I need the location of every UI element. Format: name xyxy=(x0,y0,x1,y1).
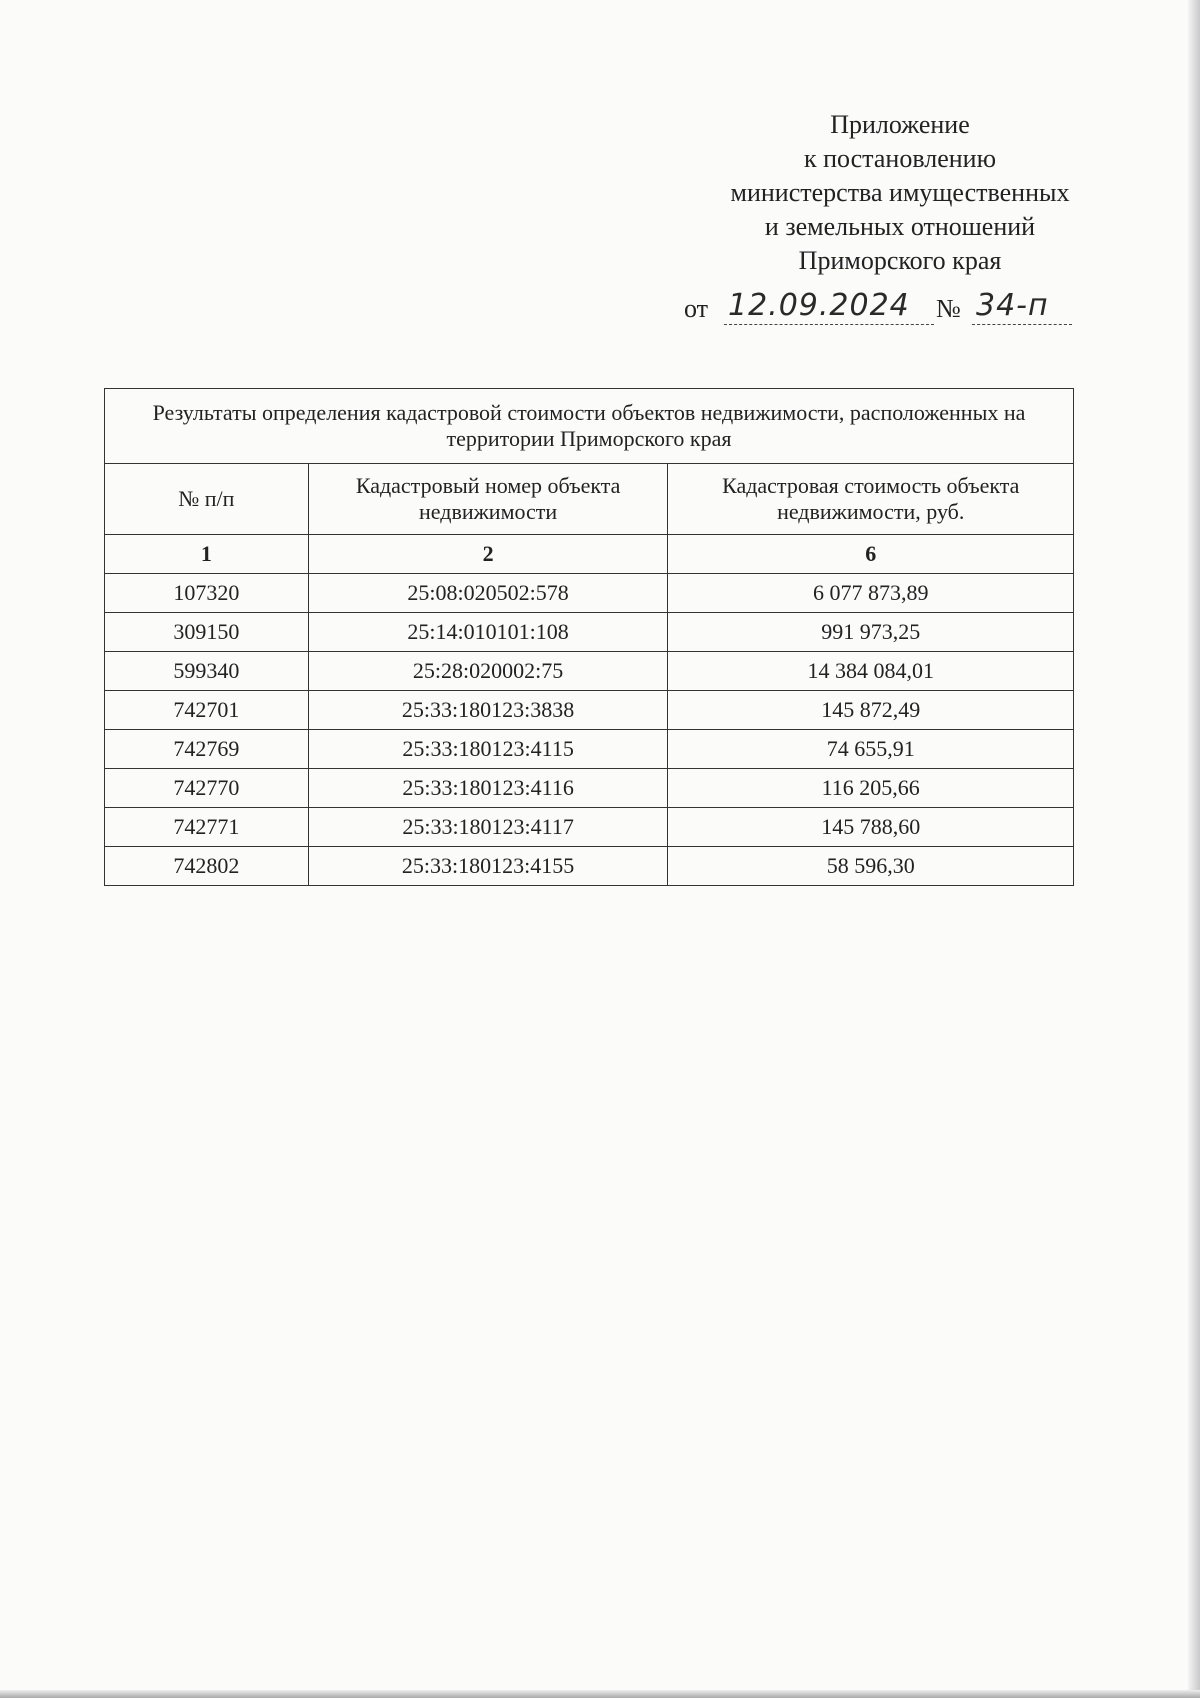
row-index: 309150 xyxy=(105,613,309,652)
table-row xyxy=(105,769,1074,808)
cadastral-number: 25:33:180123:4117 xyxy=(308,808,668,847)
cadastral-number: 25:33:180123:3838 xyxy=(308,691,668,730)
resolution-date-line xyxy=(684,288,1084,328)
row-index: 742769 xyxy=(105,730,309,769)
column-number: 6 xyxy=(668,535,1074,574)
table-row xyxy=(105,808,1074,847)
column-number-row xyxy=(105,535,1074,574)
date-prefix: от xyxy=(684,294,709,323)
row-index: 742771 xyxy=(105,808,309,847)
appendix-line: Приморского края xyxy=(798,246,1002,275)
number-label: № xyxy=(936,294,961,323)
cadastral-value: 58 596,30 xyxy=(668,847,1074,886)
row-index: 742802 xyxy=(105,847,309,886)
row-index: 599340 xyxy=(105,652,309,691)
column-header: Кадастровый номер объекта недвижимости xyxy=(308,464,668,535)
cadastral-results-table xyxy=(104,388,1074,886)
cadastral-number: 25:14:010101:108 xyxy=(308,613,668,652)
column-number: 1 xyxy=(105,535,309,574)
row-index: 742770 xyxy=(105,769,309,808)
appendix-line: министерства имущественных xyxy=(730,178,1070,207)
handwritten-date: 12.09.2024 xyxy=(728,288,910,323)
date-underline xyxy=(724,324,934,325)
appendix-line: и земельных отношений xyxy=(764,212,1036,241)
table-title-row xyxy=(105,389,1074,464)
cadastral-value: 6 077 873,89 xyxy=(668,574,1074,613)
table-row xyxy=(105,847,1074,886)
table-row xyxy=(105,652,1074,691)
scan-edge-bottom xyxy=(0,1690,1200,1698)
column-header: № п/п xyxy=(105,464,309,535)
handwritten-number: 34-п xyxy=(976,288,1049,323)
table-title: Результаты определения кадастровой стоимости объектов недвижимости, расположенных на территории Приморского края xyxy=(105,389,1074,464)
scan-edge-right xyxy=(1188,0,1200,1698)
cadastral-value: 145 788,60 xyxy=(668,808,1074,847)
cadastral-number: 25:28:020002:75 xyxy=(308,652,668,691)
column-header: Кадастровая стоимость объекта недвижимости, руб. xyxy=(668,464,1074,535)
cadastral-value: 14 384 084,01 xyxy=(668,652,1074,691)
number-underline xyxy=(972,324,1072,325)
table-row xyxy=(105,574,1074,613)
row-index: 107320 xyxy=(105,574,309,613)
cadastral-number: 25:33:180123:4116 xyxy=(308,769,668,808)
cadastral-number: 25:33:180123:4115 xyxy=(308,730,668,769)
appendix-line: к постановлению xyxy=(803,144,997,173)
cadastral-number: 25:33:180123:4155 xyxy=(308,847,668,886)
table-row xyxy=(105,691,1074,730)
table-header-row xyxy=(105,464,1074,535)
cadastral-value: 145 872,49 xyxy=(668,691,1074,730)
column-number: 2 xyxy=(308,535,668,574)
cadastral-value: 116 205,66 xyxy=(668,769,1074,808)
cadastral-number: 25:08:020502:578 xyxy=(308,574,668,613)
cadastral-value: 991 973,25 xyxy=(668,613,1074,652)
row-index: 742701 xyxy=(105,691,309,730)
table-row xyxy=(105,613,1074,652)
appendix-line: Приложение xyxy=(830,110,970,139)
table-row xyxy=(105,730,1074,769)
cadastral-value: 74 655,91 xyxy=(668,730,1074,769)
appendix-header xyxy=(680,108,1120,278)
